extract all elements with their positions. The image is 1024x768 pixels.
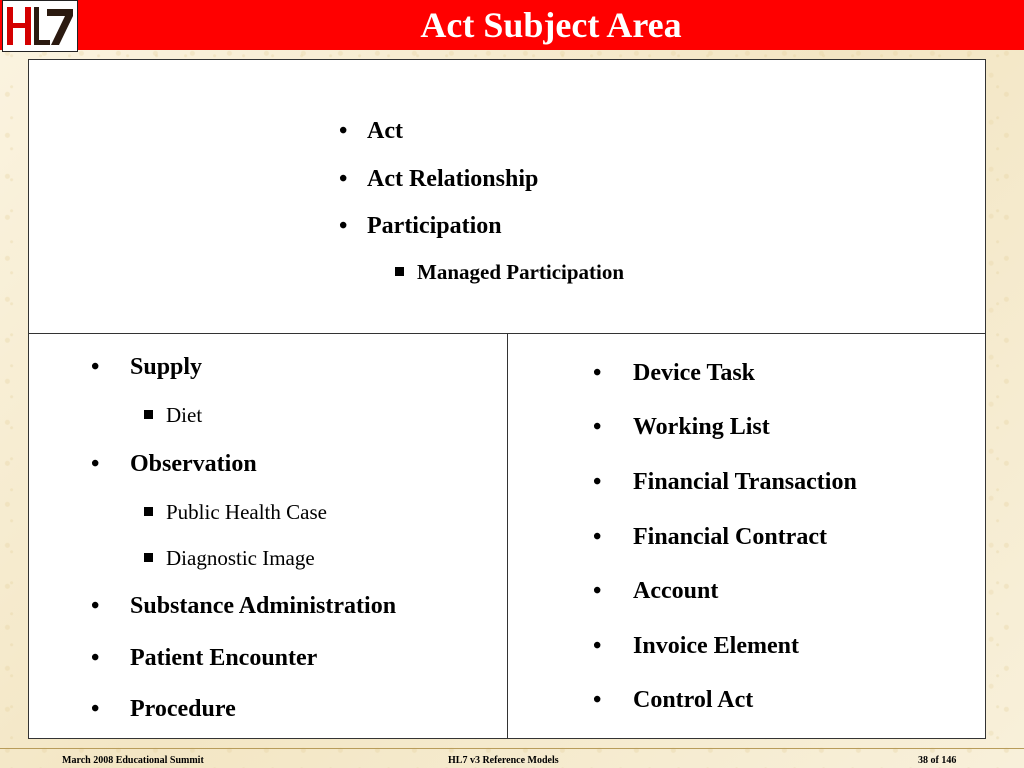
list-item-control-act [593, 687, 753, 714]
bullet-icon [593, 524, 633, 551]
bullet-icon [91, 645, 130, 672]
list-item-device-task [593, 360, 755, 387]
slide-title: Act Subject Area [420, 5, 682, 45]
square-bullet-icon [144, 507, 153, 516]
square-bullet-icon [144, 410, 153, 419]
bullet-icon [339, 118, 367, 145]
list-item-account [593, 578, 718, 605]
list-item-participation [339, 213, 502, 240]
bullet-icon [91, 354, 130, 381]
bullet-icon [91, 451, 130, 478]
bullet-icon [593, 633, 633, 660]
list-item-substance-administration [91, 593, 396, 620]
list-item-working-list [593, 414, 770, 441]
list-item-act [339, 118, 403, 145]
list-item-label: Supply [130, 354, 203, 380]
list-item-label: Act Relationship [367, 166, 539, 192]
core-classes-panel [28, 59, 986, 334]
list-item-supply [91, 354, 202, 381]
list-item-label: Financial Contract [633, 524, 827, 550]
bullet-icon [593, 578, 633, 605]
list-item-label: Procedure [130, 696, 236, 722]
bullet-icon [91, 593, 130, 620]
list-item-label: Invoice Element [633, 633, 799, 659]
list-item-act-relationship [339, 166, 538, 193]
list-item-financial-contract [593, 524, 827, 551]
list-item-label: Patient Encounter [130, 645, 318, 671]
footer-page-number: 38 of 146 [918, 755, 957, 766]
list-item-label: Control Act [633, 687, 754, 713]
list-item-public-health-case [144, 500, 327, 525]
slide-header [0, 0, 1024, 50]
square-bullet-icon [395, 267, 404, 276]
bullet-icon [593, 687, 633, 714]
list-item-label: Managed Participation [417, 260, 625, 284]
list-item-label: Observation [130, 451, 257, 477]
list-item-procedure [91, 696, 236, 723]
list-item-label: Device Task [633, 360, 756, 386]
list-item-label: Act [367, 118, 403, 144]
list-item-financial-transaction [593, 469, 857, 496]
bullet-icon [91, 696, 130, 723]
list-item-label: Substance Administration [130, 593, 397, 619]
bullet-icon [339, 213, 367, 240]
list-item-invoice-element [593, 633, 799, 660]
list-item-label: Diet [166, 403, 203, 427]
footer-event: March 2008 Educational Summit [62, 755, 204, 766]
slide-footer [0, 748, 1024, 768]
list-item-diet [144, 403, 202, 428]
square-bullet-icon [144, 553, 153, 562]
list-item-patient-encounter [91, 645, 317, 672]
list-item-label: Account [633, 578, 719, 604]
list-item-observation [91, 451, 257, 478]
list-item-label: Public Health Case [166, 500, 327, 524]
list-item-label: Working List [633, 414, 770, 440]
bullet-icon [593, 414, 633, 441]
list-item-managed-participation [395, 260, 624, 285]
footer-presentation-title: HL7 v3 Reference Models [448, 755, 559, 766]
list-item-label: Participation [367, 213, 502, 239]
bullet-icon [593, 469, 633, 496]
list-item-diagnostic-image [144, 546, 315, 571]
bullet-icon [593, 360, 633, 387]
list-item-label: Financial Transaction [633, 469, 857, 495]
right-classes-panel [507, 333, 986, 739]
list-item-label: Diagnostic Image [166, 546, 315, 570]
bullet-icon [339, 166, 367, 193]
left-classes-panel [28, 333, 508, 739]
footer-divider [0, 748, 1024, 749]
